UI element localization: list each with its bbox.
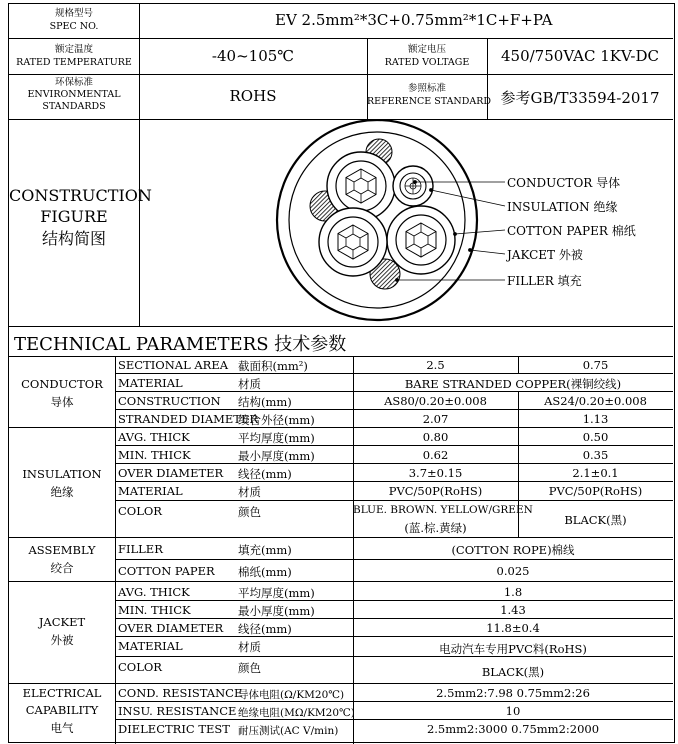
group-insulation-en: INSULATION [22,467,102,481]
temp-value: -40~105℃ [211,47,295,65]
core-bottom-left [319,208,387,276]
row-10-value: 0.025 [496,564,530,578]
voltage-label-cn: 额定电压 [407,44,446,55]
row-15-value: BLACK(黑) [481,665,545,679]
voltage-label-en: RATED VOLTAGE [384,57,470,68]
row-5-value-1: 0.62 [422,448,449,462]
spec-label-en: SPEC NO. [49,21,99,32]
figure-title-cn: 结构简图 [41,229,106,248]
row-11-value: 1.8 [503,585,523,599]
row-8-value-1b: (蓝.棕.黄绿) [404,521,467,535]
row-16-value: 2.5mm2:7.98 0.75mm2:26 [436,686,590,700]
row-2-value-1: AS80/0.20±0.008 [384,394,487,408]
row-0-label-en: SECTIONAL AREA [118,358,229,372]
row-0-label-cn: 截面积(mm²) [238,359,308,373]
row-4-value-2: 0.50 [582,430,609,444]
row-9-value: (COTTON ROPE)棉线 [451,543,575,557]
ref-value: 参考GB/T33594-2017 [500,89,660,107]
figure-title-en-1: CONSTRUCTION [9,186,152,205]
core-small [393,166,433,206]
row-4-label-cn: 平均厚度(mm) [238,431,315,445]
row-10-label-cn: 棉纸(mm) [238,565,292,579]
row-9-label-cn: 填充(mm) [238,543,292,557]
group-conductor-cn: 导体 [50,395,74,409]
row-8-label-en: COLOR [118,504,162,518]
spec-sheet [8,3,675,743]
row-12-value: 1.43 [500,603,526,617]
group-electrical-en-1: ELECTRICAL [22,686,102,700]
row-14-label-cn: 材质 [238,640,261,654]
row-17-label-cn: 绝缘电阻(MΩ/KM20℃) [238,707,355,719]
row-5-label-cn: 最小厚度(mm) [238,449,315,463]
group-insulation-cn: 绝缘 [50,485,74,499]
row-14-label-en: MATERIAL [118,639,183,653]
env-label-en-1: ENVIRONMENTAL [27,89,121,100]
row-5-label-en: MIN. THICK [118,448,191,462]
row-6-label-cn: 线径(mm) [238,467,292,481]
label-cotton-paper: COTTON PAPER 棉纸 [507,224,636,238]
row-15-label-en: COLOR [118,660,162,674]
row-15-label-cn: 颜色 [238,661,261,675]
row-8-label-cn: 颜色 [238,505,261,519]
row-13-label-en: OVER DIAMETER [118,621,224,635]
env-label-cn: 环保标准 [54,77,93,88]
ref-label-cn: 参照标准 [407,83,446,94]
row-18-value: 2.5mm2:3000 0.75mm2:2000 [426,722,600,736]
row-6-value-2: 2.1±0.1 [572,466,619,480]
row-8-value-1a: BLUE. BROWN. YELLOW/GREEN [353,504,533,516]
label-conductor: CONDUCTOR 导体 [507,176,621,190]
row-16-label-en: COND. RESISTANCE [118,686,243,700]
group-jacket-cn: 外被 [50,633,74,647]
row-6-label-en: OVER DIAMETER [118,466,224,480]
row-7-label-cn: 材质 [238,485,261,499]
ref-label-en: REFERENCE STANDARD [367,96,491,107]
group-jacket-en: JACKET [38,615,86,629]
row-11-label-en: AVG. THICK [118,585,190,599]
label-insulation: INSULATION 绝缘 [507,200,618,214]
row-18-label-cn: 耐压测试(AC V/min) [238,725,339,737]
row-7-label-en: MATERIAL [118,484,183,498]
env-label-en-2: STANDARDS [42,101,106,112]
row-3-label-en: STRANDED DIAMETER [118,412,259,426]
row-17-label-en: INSU. RESISTANCE [118,704,237,718]
core-right [387,206,455,274]
tech-title: TECHNICAL PARAMETERS 技术参数 [14,334,347,355]
row-0-value-2: 0.75 [582,358,609,372]
row-3-value-1: 2.07 [422,412,449,426]
row-14-value: 电动汽车专用PVC料(RoHS) [439,642,587,656]
row-11-label-cn: 平均厚度(mm) [238,586,315,600]
row-13-label-cn: 线径(mm) [238,622,292,636]
row-5-value-2: 0.35 [582,448,609,462]
env-value: ROHS [229,87,277,105]
row-1-label-en: MATERIAL [118,376,183,390]
row-17-value: 10 [505,704,521,718]
row-12-label-cn: 最小厚度(mm) [238,604,315,618]
row-10-label-en: COTTON PAPER [118,564,215,578]
row-16-label-cn: 导体电阻(Ω/KM20℃) [238,689,345,701]
group-assembly-cn: 绞合 [50,561,74,575]
figure-title-en-2: FIGURE [40,207,108,226]
row-3-label-cn: 绞合外径(mm) [238,413,315,427]
spec-label-cn: 规格型号 [54,8,93,19]
voltage-value: 450/750VAC 1KV-DC [501,47,659,65]
row-4-label-en: AVG. THICK [118,430,190,444]
row-9-label-en: FILLER [118,542,163,556]
row-7-value-1: PVC/50P(RoHS) [388,484,483,498]
group-electrical-cn: 电气 [50,721,74,735]
group-conductor-en: CONDUCTOR [21,377,103,391]
row-6-value-1: 3.7±0.15 [408,466,463,480]
temp-label-cn: 额定温度 [54,44,93,55]
label-jacket: JAKCET 外被 [507,248,583,262]
row-18-label-en: DIELECTRIC TEST [118,722,230,736]
group-electrical-en-2: CAPABILITY [25,703,99,717]
row-8-value-2: BLACK(黑) [564,513,627,527]
spec-value: EV 2.5mm²*3C+0.75mm²*1C+F+PA [275,11,553,29]
row-2-label-cn: 结构(mm) [238,395,292,409]
row-2-value-2: AS24/0.20±0.008 [544,394,647,408]
row-0-value-1: 2.5 [426,358,445,372]
row-3-value-2: 1.13 [582,412,609,426]
temp-label-en: RATED TEMPERATURE [16,57,132,68]
row-12-label-en: MIN. THICK [118,603,191,617]
group-assembly-en: ASSEMBLY [28,543,96,557]
row-4-value-1: 0.80 [422,430,449,444]
row-1-label-cn: 材质 [238,377,261,391]
row-2-label-en: CONSTRUCTION [118,394,221,408]
row-13-value: 11.8±0.4 [486,621,540,635]
row-1-value: BARE STRANDED COPPER(裸铜绞线) [404,377,622,391]
row-7-value-2: PVC/50P(RoHS) [548,484,643,498]
label-filler: FILLER 填充 [507,274,582,288]
